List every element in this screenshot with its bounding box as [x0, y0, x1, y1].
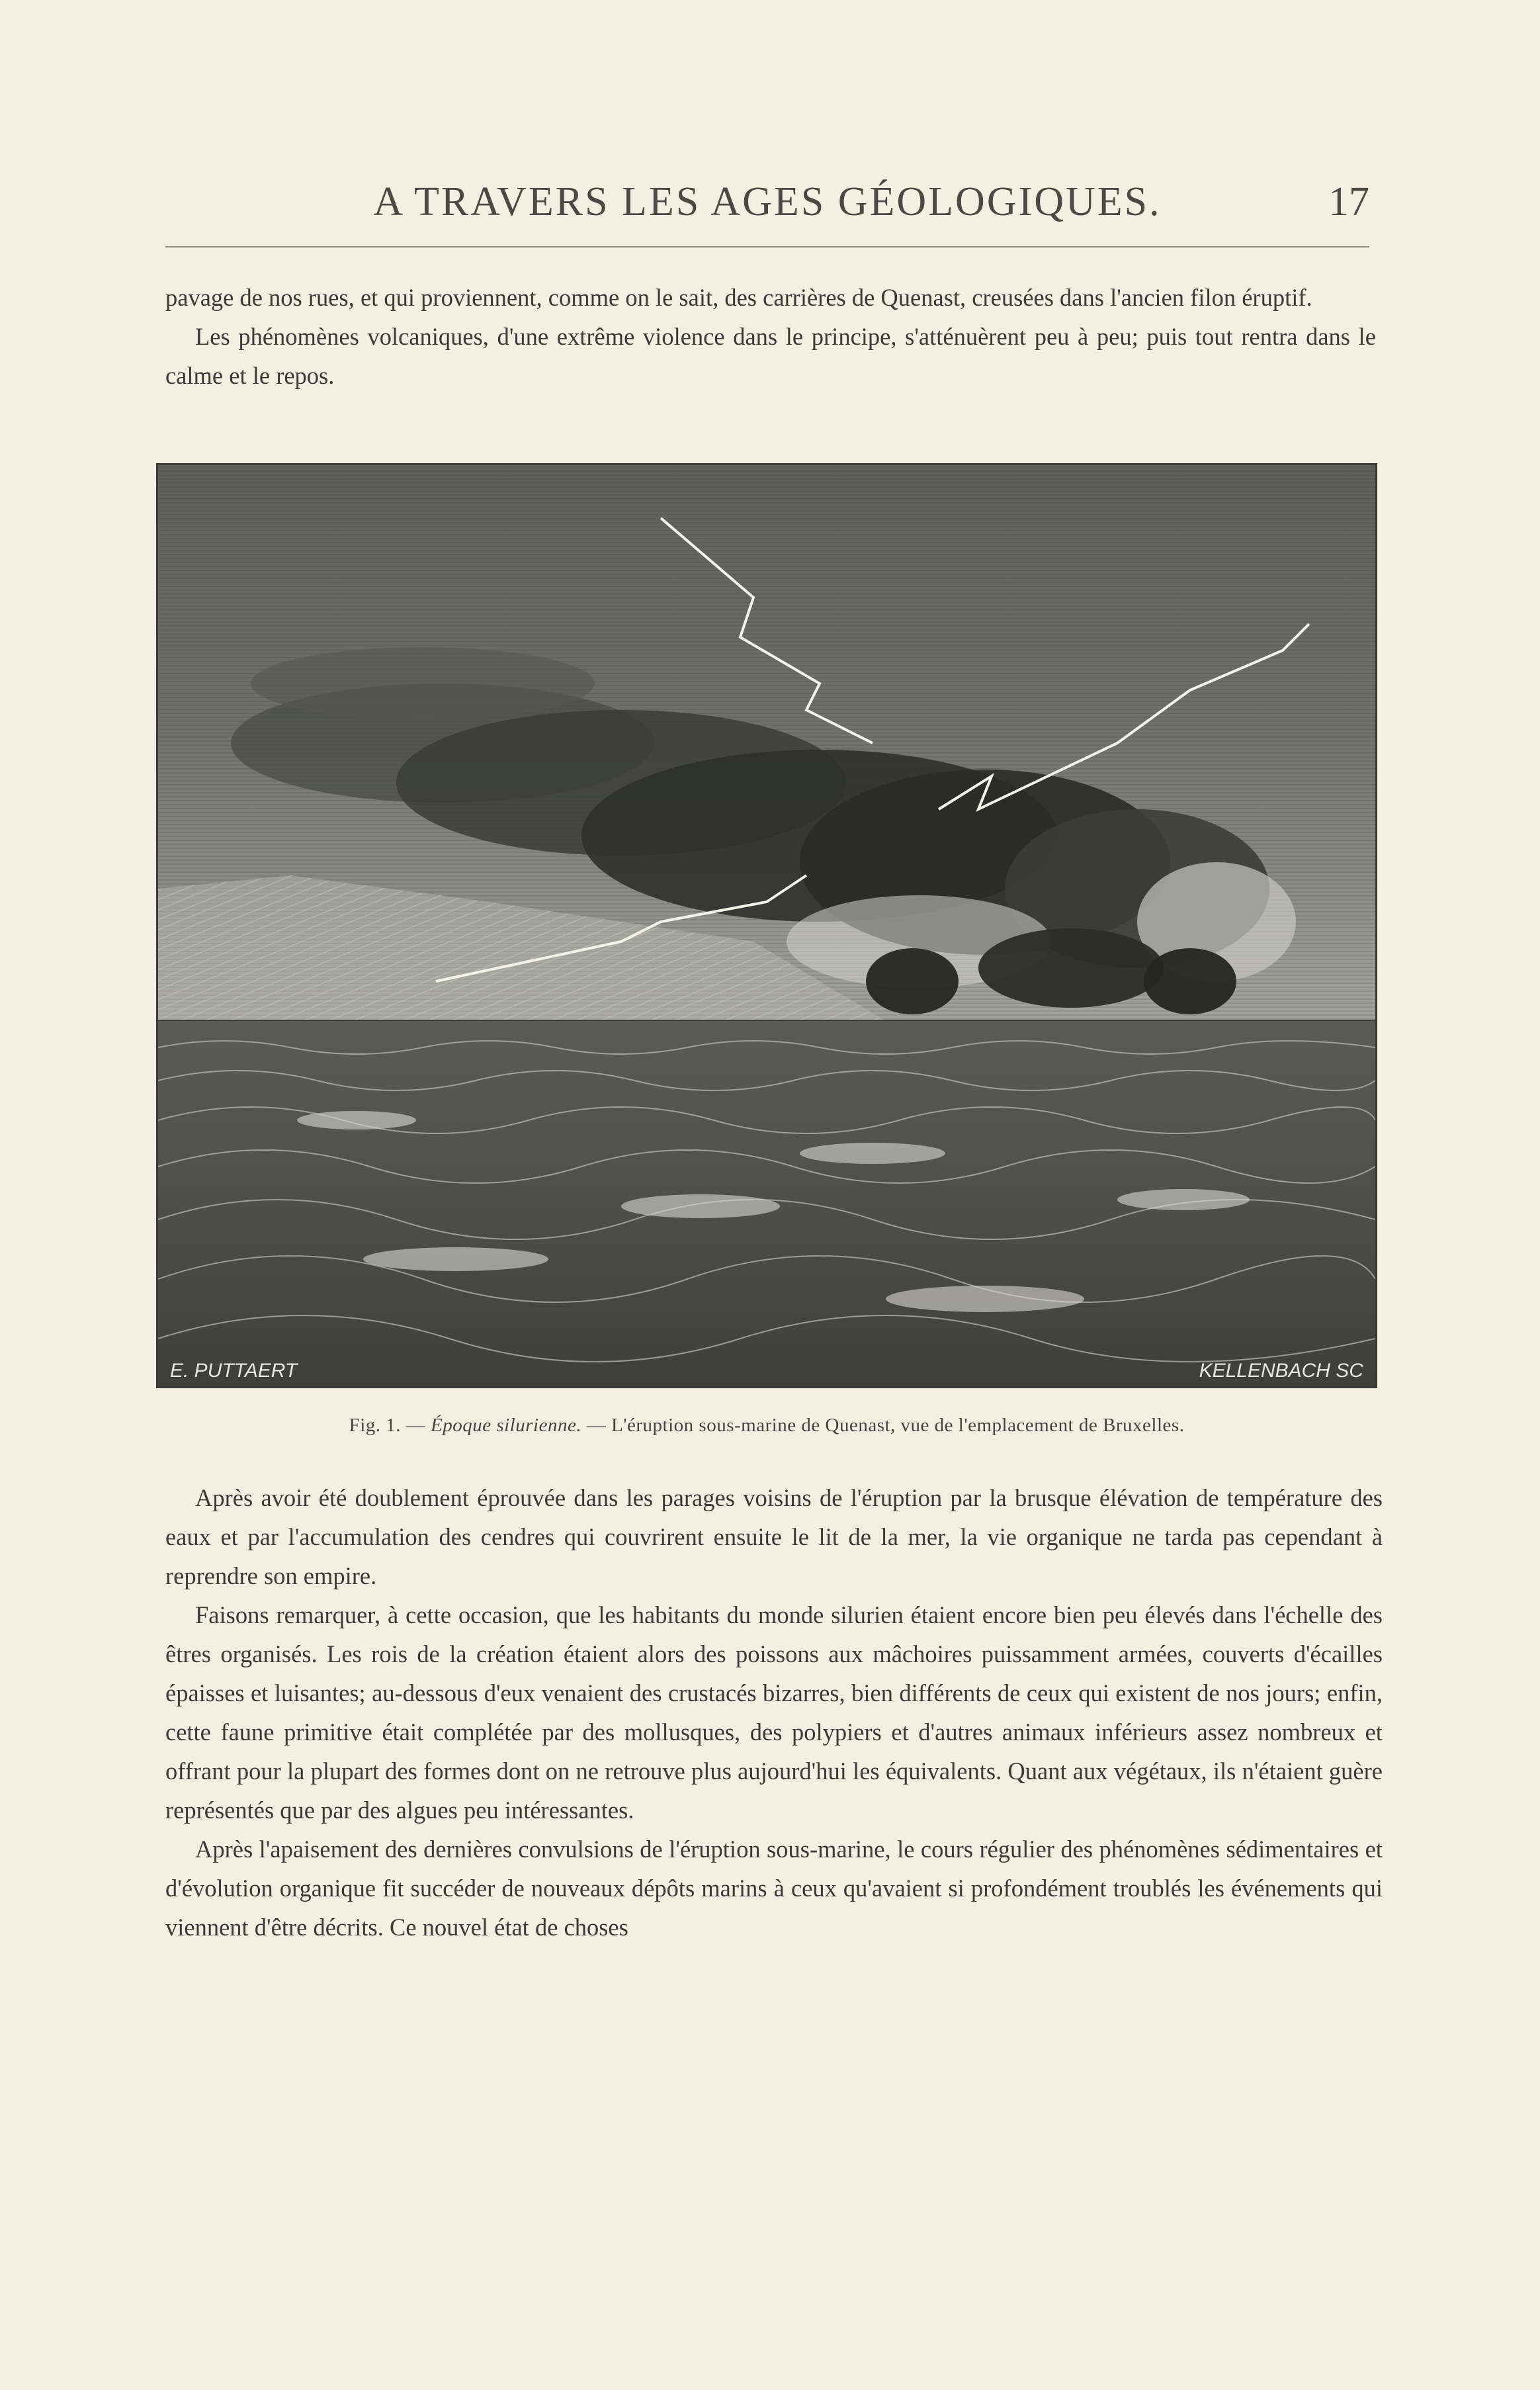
- header-rule: [165, 246, 1369, 247]
- top-text-block: [165, 278, 1376, 395]
- paragraph: Après avoir été doublement éprouvée dans les parages voisins de l'éruption par la brusque élévation de température des eaux et par l'accumulation des cendres qui couvrirent ensuite le lit de la mer, la vie organique ne tarda pas cependant à reprendre son empire.: [165, 1484, 1383, 1589]
- artist-signature: E. PUTTAERT: [170, 1360, 298, 1382]
- running-head: [165, 179, 1369, 232]
- page-number: 17: [1328, 179, 1369, 224]
- paragraph: Après l'apaisement des dernières convulsions de l'éruption sous-marine, le cours régulier des phénomènes sédimentaires et d'évolution organique fit succéder de nouveaux dépôts marins à ceux qu'avaient si profondément troublés les événements qui viennent d'être décrits. Ce nouvel état de choses: [165, 1836, 1383, 1941]
- paragraph: Les phénomènes volcaniques, d'une extrême violence dans le principe, s'atténuèrent peu à peu; puis tout rentra dans le calme et le repos.: [165, 323, 1376, 389]
- running-title: A TRAVERS LES AGES GÉOLOGIQUES.: [373, 179, 1162, 224]
- bottom-text-block: [165, 1478, 1383, 1947]
- figure-caption: [156, 1415, 1377, 1437]
- engraving-illustration: [158, 465, 1375, 1386]
- caption-italic: Époque silurienne.: [431, 1415, 582, 1436]
- paragraph: Faisons remarquer, à cette occasion, que les habitants du monde silurien étaient encore bien peu élevés dans l'échelle des êtres organisés. Les rois de la création étaient alors des poissons aux mâchoires puissamment armées, couverts d'écailles épaisses et luisantes; au-dessous d'eux venaient des crustacés bizarres, bien différents de ceux qui existent de nos jours; enfin, cette faune primitive était complétée par des mollusques, des polypiers et d'autres animaux inférieurs assez nombreux et offrant pour la plupart des formes dont on ne retrouve plus aujourd'hui les équivalents. Quant aux végétaux, ils n'étaient guère représentés que par des algues peu intéressantes.: [165, 1601, 1383, 1824]
- engraving-figure: [156, 463, 1377, 1388]
- engraver-signature: KELLENBACH SC: [1199, 1360, 1363, 1382]
- caption-rest: — L'éruption sous-marine de Quenast, vue de l'emplacement de Bruxelles.: [581, 1415, 1185, 1436]
- caption-prefix: Fig. 1. —: [349, 1415, 431, 1436]
- paragraph: pavage de nos rues, et qui proviennent, comme on le sait, des carrières de Quenast, creusées dans l'ancien filon éruptif.: [165, 284, 1312, 311]
